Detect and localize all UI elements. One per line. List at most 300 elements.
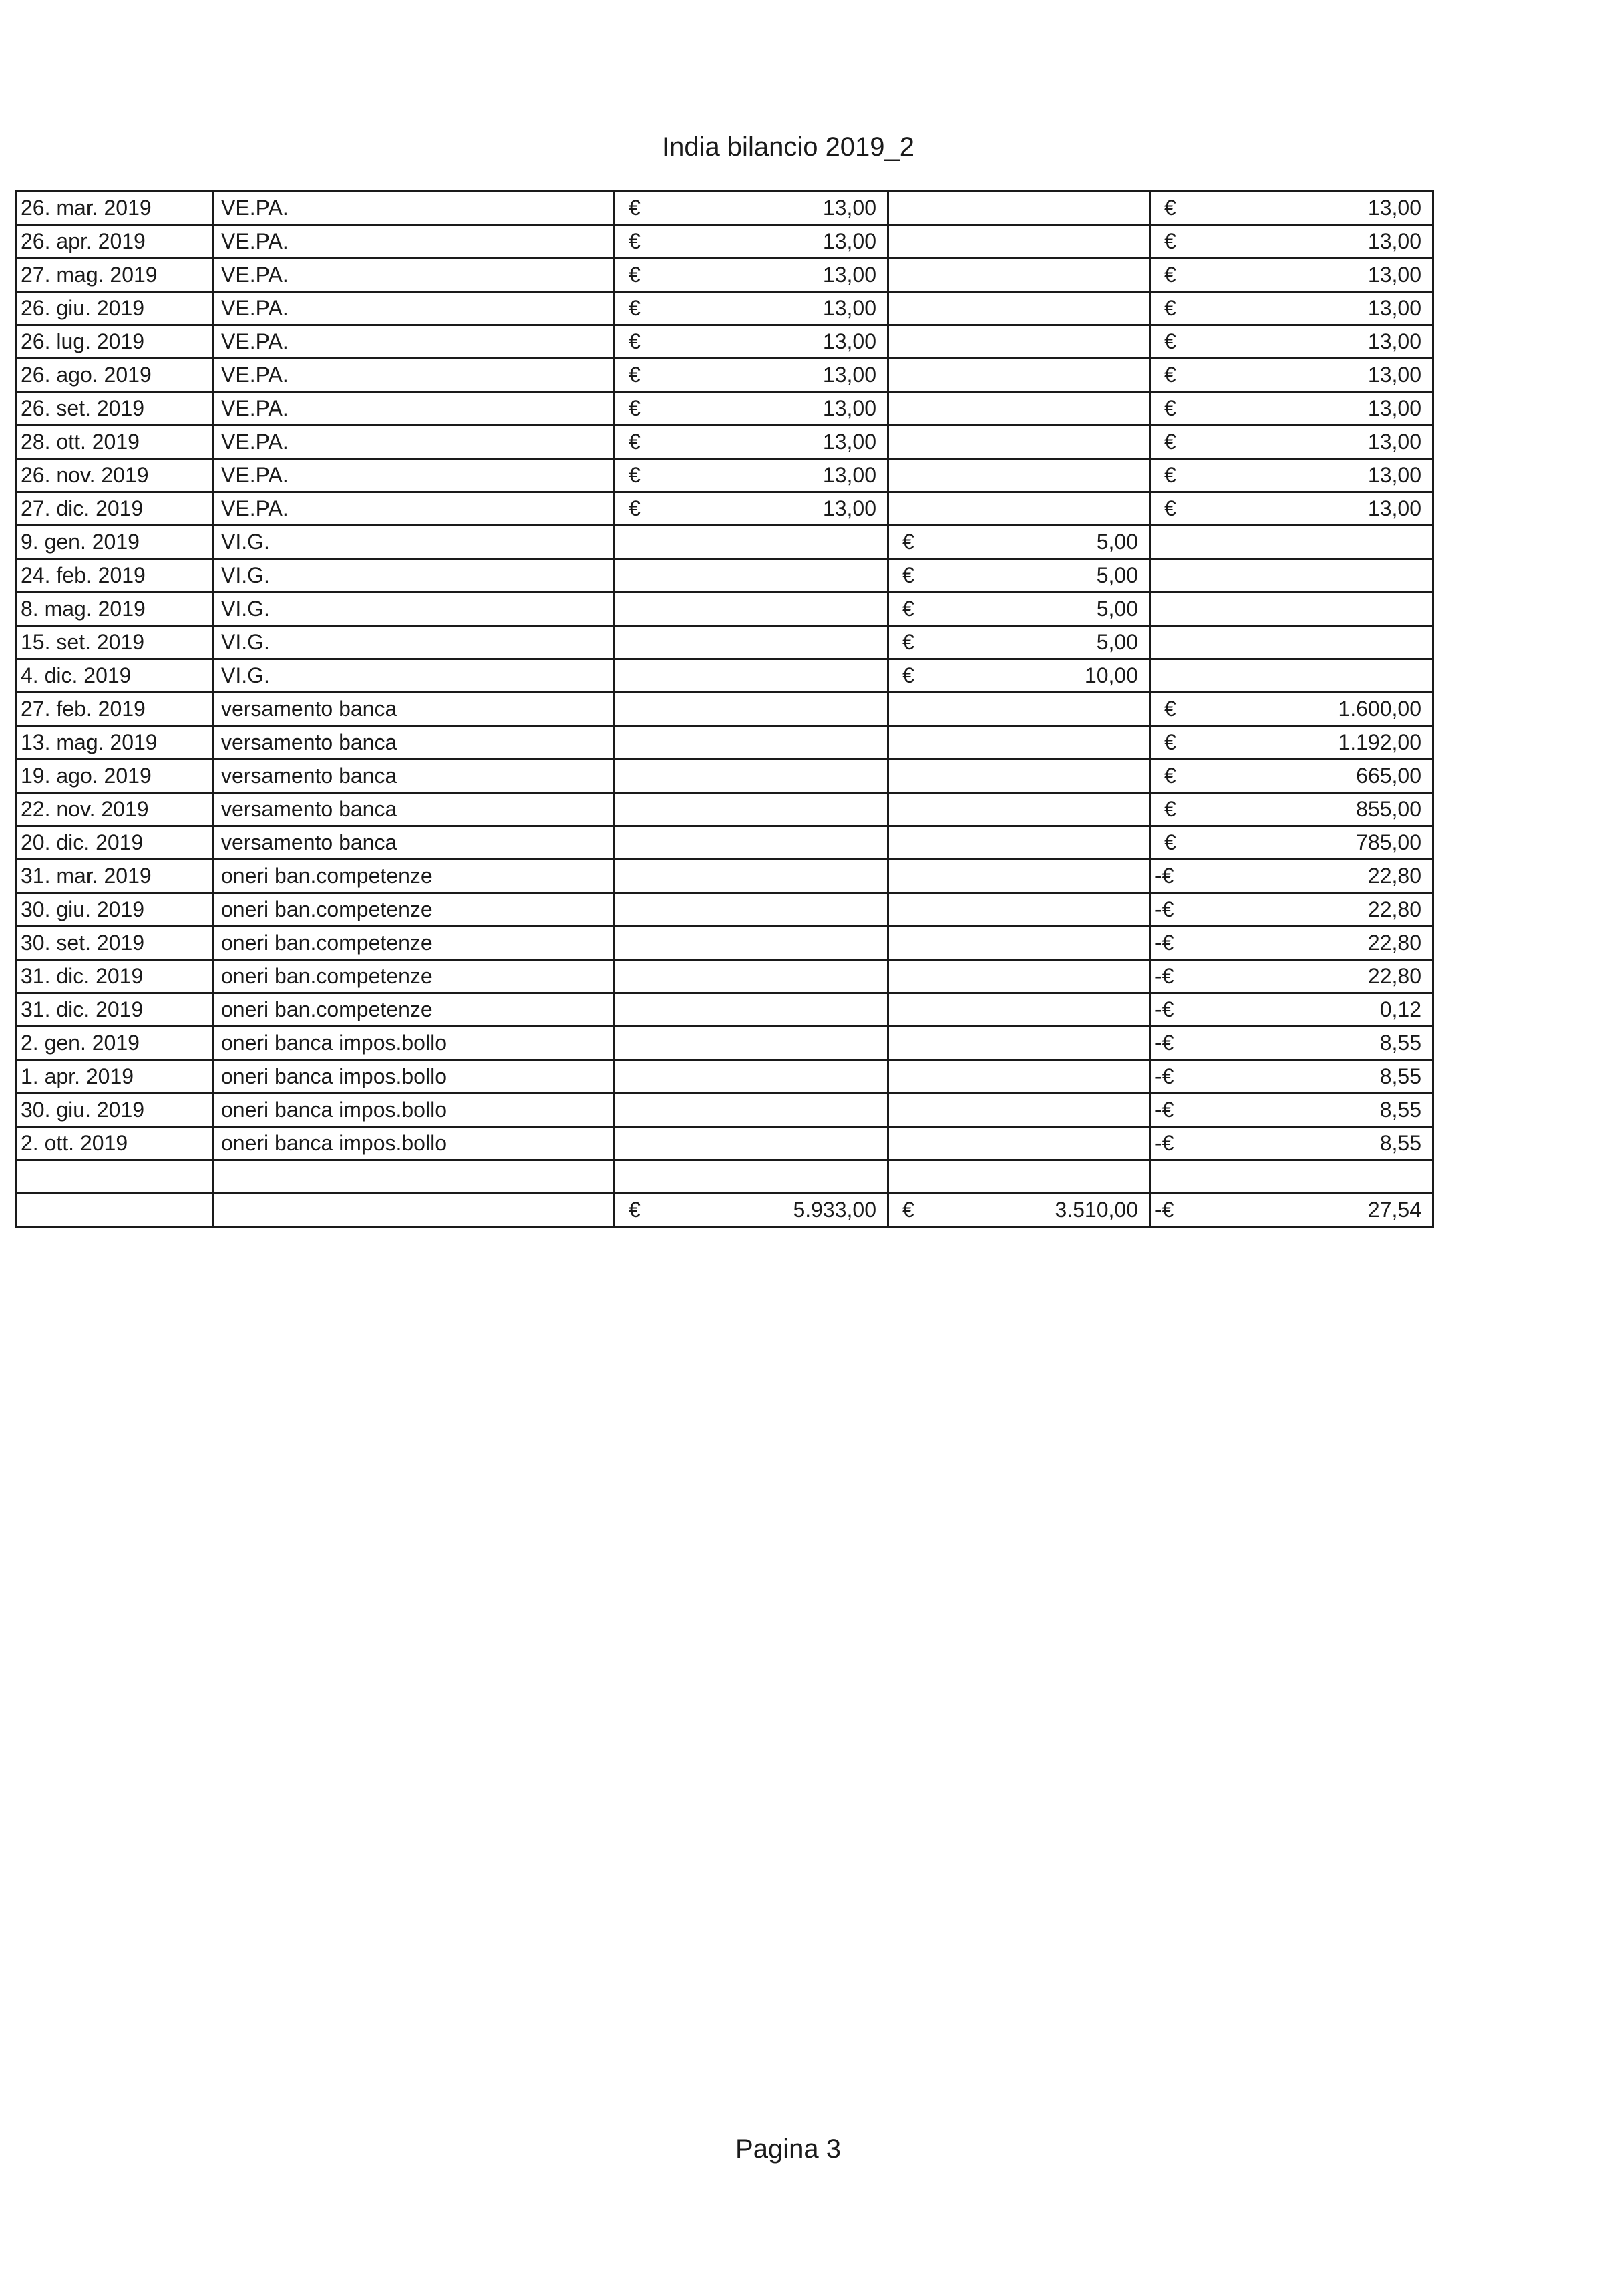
- amount-col3-cell: [1150, 225, 1433, 259]
- amount-col1-cell: [614, 1094, 888, 1127]
- description-cell: oneri ban.competenze: [214, 893, 614, 927]
- description-cell: VE.PA.: [214, 292, 614, 325]
- amount-col3-cell-value: [1151, 1131, 1432, 1156]
- amount: 13,00: [822, 463, 876, 487]
- euro-symbol: €: [902, 563, 914, 587]
- description-cell: versamento banca: [214, 693, 614, 726]
- amount-col2-cell: [888, 1160, 1150, 1194]
- euro-symbol: €: [629, 296, 641, 320]
- description-cell: versamento banca: [214, 726, 614, 760]
- amount-col3-cell-value: [1151, 997, 1432, 1022]
- table-row: [16, 659, 1433, 693]
- amount-col2-cell: [888, 392, 1150, 426]
- date-cell: 26. lug. 2019: [16, 325, 214, 359]
- date-cell: 26. apr. 2019: [16, 225, 214, 259]
- date-cell: 1. apr. 2019: [16, 1060, 214, 1094]
- date-cell: [16, 1160, 214, 1194]
- euro-symbol: €: [629, 229, 641, 253]
- amount: 13,00: [1367, 363, 1421, 387]
- amount-col2-cell: [888, 726, 1150, 760]
- date-cell: 26. mar. 2019: [16, 192, 214, 225]
- description-cell: VI.G.: [214, 659, 614, 693]
- amount-col3-cell: [1150, 1060, 1433, 1094]
- amount-col2-cell: [888, 192, 1150, 225]
- amount: 785,00: [1356, 830, 1421, 854]
- amount-col3-cell: [1150, 492, 1433, 526]
- amount-col3-cell-value: [1151, 496, 1432, 521]
- date-cell: 15. set. 2019: [16, 626, 214, 659]
- euro-symbol: €: [1164, 363, 1176, 387]
- amount: 13,00: [1367, 296, 1421, 320]
- amount-col3-cell-value: [1151, 931, 1432, 955]
- amount-col2-cell-value: [889, 1198, 1149, 1222]
- amount-col3-cell-value: [1151, 1031, 1432, 1055]
- amount-col3-cell-value: [1151, 1064, 1432, 1089]
- description-cell: [214, 1194, 614, 1227]
- amount-col3-cell: [1150, 1127, 1433, 1160]
- amount: 13,00: [822, 296, 876, 320]
- amount-col1-cell-value: [615, 329, 887, 354]
- description-cell: oneri banca impos.bollo: [214, 1027, 614, 1060]
- date-cell: 24. feb. 2019: [16, 559, 214, 593]
- amount-col3-cell: [1150, 1094, 1433, 1127]
- amount-col2-cell: [888, 259, 1150, 292]
- table-row: [16, 927, 1433, 960]
- amount-col3-cell-value: [1151, 797, 1432, 822]
- date-cell: 19. ago. 2019: [16, 760, 214, 793]
- date-cell: 13. mag. 2019: [16, 726, 214, 760]
- table-row: [16, 192, 1433, 225]
- amount-col3-cell-value: [1151, 363, 1432, 387]
- amount-col1-cell: [614, 826, 888, 860]
- amount-col2-cell-value: [889, 663, 1149, 688]
- amount-col1-cell: [614, 526, 888, 559]
- date-cell: [16, 1194, 214, 1227]
- amount-col3-cell: [1150, 259, 1433, 292]
- description-cell: VE.PA.: [214, 426, 614, 459]
- euro-symbol: -€: [1155, 1098, 1174, 1122]
- amount-col1-cell-value: [615, 196, 887, 220]
- euro-symbol: €: [1164, 296, 1176, 320]
- amount-col3-cell: [1150, 726, 1433, 760]
- amount-col3-cell-value: [1151, 1098, 1432, 1122]
- description-cell: VE.PA.: [214, 225, 614, 259]
- date-cell: 26. giu. 2019: [16, 292, 214, 325]
- amount-col3-cell: [1150, 659, 1433, 693]
- amount-col3-cell: [1150, 459, 1433, 492]
- amount: 13,00: [1367, 430, 1421, 454]
- date-cell: 8. mag. 2019: [16, 593, 214, 626]
- euro-symbol: -€: [1155, 964, 1174, 988]
- euro-symbol: €: [1164, 263, 1176, 287]
- amount-col3-cell-value: [1151, 329, 1432, 354]
- amount-col2-cell: [888, 359, 1150, 392]
- table-row: [16, 526, 1433, 559]
- amount: 13,00: [1367, 329, 1421, 353]
- amount: 13,00: [1367, 196, 1421, 220]
- amount-col2-cell-value: [889, 563, 1149, 588]
- euro-symbol: €: [629, 1198, 641, 1222]
- euro-symbol: €: [1164, 430, 1176, 454]
- amount-col3-cell: [1150, 192, 1433, 225]
- amount-col1-cell: [614, 726, 888, 760]
- amount: 13,00: [822, 229, 876, 253]
- page-title: India bilancio 2019_2: [661, 132, 915, 162]
- euro-symbol: -€: [1155, 931, 1174, 955]
- amount: 8,55: [1379, 1064, 1421, 1088]
- ledger-body: [16, 192, 1433, 1227]
- amount-col1-cell-value: [615, 363, 887, 387]
- amount-col1-cell: [614, 693, 888, 726]
- amount-col1-cell: [614, 359, 888, 392]
- amount-col3-cell: [1150, 960, 1433, 993]
- description-cell: VE.PA.: [214, 259, 614, 292]
- amount-col3-cell-value: [1151, 430, 1432, 454]
- table-row: [16, 893, 1433, 927]
- amount-col1-cell: [614, 927, 888, 960]
- amount-col2-cell: [888, 292, 1150, 325]
- amount-col1-cell: [614, 860, 888, 893]
- euro-symbol: €: [902, 663, 914, 687]
- amount-col1-cell-value: [615, 463, 887, 488]
- amount-col3-cell: [1150, 860, 1433, 893]
- euro-symbol: €: [1164, 764, 1176, 788]
- amount-col3-cell: [1150, 1194, 1433, 1227]
- amount: 13,00: [1367, 496, 1421, 520]
- description-cell: oneri banca impos.bollo: [214, 1060, 614, 1094]
- euro-symbol: -€: [1155, 1131, 1174, 1155]
- table-row: [16, 860, 1433, 893]
- amount-col3-cell: [1150, 559, 1433, 593]
- date-cell: 30. giu. 2019: [16, 893, 214, 927]
- euro-symbol: €: [1164, 830, 1176, 854]
- amount-col3-cell: [1150, 426, 1433, 459]
- amount-col1-cell: [614, 793, 888, 826]
- amount-col1-cell: [614, 1060, 888, 1094]
- amount-col1-cell: [614, 593, 888, 626]
- euro-symbol: €: [629, 396, 641, 420]
- amount-col3-cell-value: [1151, 1198, 1432, 1222]
- amount: 13,00: [822, 496, 876, 520]
- amount: 13,00: [822, 396, 876, 420]
- description-cell: oneri banca impos.bollo: [214, 1094, 614, 1127]
- table-row: [16, 492, 1433, 526]
- amount: 22,80: [1367, 897, 1421, 921]
- euro-symbol: €: [902, 530, 914, 554]
- amount-col3-cell-value: [1151, 463, 1432, 488]
- amount: 5,00: [1096, 530, 1138, 554]
- date-cell: 2. gen. 2019: [16, 1027, 214, 1060]
- amount-col2-cell: [888, 659, 1150, 693]
- amount: 22,80: [1367, 964, 1421, 988]
- amount: 8,55: [1379, 1031, 1421, 1055]
- amount-col3-cell: [1150, 359, 1433, 392]
- amount-col3-cell: [1150, 1027, 1433, 1060]
- amount: 13,00: [1367, 263, 1421, 287]
- table-row: [16, 426, 1433, 459]
- table-row: [16, 960, 1433, 993]
- amount: 5,00: [1096, 563, 1138, 587]
- date-cell: 20. dic. 2019: [16, 826, 214, 860]
- euro-symbol: €: [629, 496, 641, 520]
- amount-col3-cell-value: [1151, 830, 1432, 855]
- table-row: [16, 1027, 1433, 1060]
- description-cell: versamento banca: [214, 760, 614, 793]
- amount: 22,80: [1367, 931, 1421, 955]
- amount-col1-cell: [614, 392, 888, 426]
- amount-col2-cell: [888, 793, 1150, 826]
- description-cell: VE.PA.: [214, 459, 614, 492]
- amount-col3-cell: [1150, 1160, 1433, 1194]
- euro-symbol: €: [1164, 797, 1176, 821]
- amount: 8,55: [1379, 1131, 1421, 1155]
- amount-col2-cell: [888, 927, 1150, 960]
- ledger-table: [15, 190, 1434, 1228]
- amount-col3-cell: [1150, 626, 1433, 659]
- amount-col3-cell-value: [1151, 263, 1432, 287]
- description-cell: oneri ban.competenze: [214, 860, 614, 893]
- euro-symbol: €: [1164, 463, 1176, 487]
- amount-col3-cell: [1150, 325, 1433, 359]
- date-cell: 2. ott. 2019: [16, 1127, 214, 1160]
- amount-col3-cell-value: [1151, 730, 1432, 755]
- amount: 5,00: [1096, 630, 1138, 654]
- date-cell: 31. dic. 2019: [16, 960, 214, 993]
- euro-symbol: €: [629, 329, 641, 353]
- euro-symbol: €: [1164, 496, 1176, 520]
- amount-col3-cell: [1150, 760, 1433, 793]
- description-cell: versamento banca: [214, 793, 614, 826]
- amount-col1-cell: [614, 559, 888, 593]
- table-row: [16, 359, 1433, 392]
- table-row: [16, 1160, 1433, 1194]
- amount-col1-cell-value: [615, 430, 887, 454]
- date-cell: 27. mag. 2019: [16, 259, 214, 292]
- table-row: [16, 1060, 1433, 1094]
- table-row: [16, 1127, 1433, 1160]
- amount-col2-cell: [888, 526, 1150, 559]
- amount-col1-cell: [614, 993, 888, 1027]
- euro-symbol: -€: [1155, 1198, 1174, 1222]
- amount-col1-cell-value: [615, 263, 887, 287]
- description-cell: [214, 1160, 614, 1194]
- amount: 27,54: [1367, 1198, 1421, 1222]
- page-number: Pagina 3: [735, 2134, 841, 2164]
- amount-col3-cell-value: [1151, 897, 1432, 922]
- euro-symbol: -€: [1155, 1031, 1174, 1055]
- amount: 13,00: [822, 263, 876, 287]
- amount-col3-cell-value: [1151, 964, 1432, 989]
- amount-col2-cell: [888, 693, 1150, 726]
- description-cell: VI.G.: [214, 626, 614, 659]
- amount-col1-cell: [614, 1194, 888, 1227]
- table-row: [16, 593, 1433, 626]
- amount-col1-cell: [614, 292, 888, 325]
- table-row: [16, 459, 1433, 492]
- amount: 855,00: [1356, 797, 1421, 821]
- description-cell: VE.PA.: [214, 325, 614, 359]
- table-row: [16, 559, 1433, 593]
- table-row: [16, 826, 1433, 860]
- euro-symbol: €: [629, 196, 641, 220]
- euro-symbol: €: [1164, 730, 1176, 754]
- amount-col2-cell: [888, 426, 1150, 459]
- amount-col3-cell-value: [1151, 296, 1432, 321]
- amount: 1.192,00: [1338, 730, 1421, 754]
- amount-col2-cell: [888, 593, 1150, 626]
- amount-col3-cell: [1150, 826, 1433, 860]
- table-row: [16, 1194, 1433, 1227]
- description-cell: VE.PA.: [214, 359, 614, 392]
- date-cell: 4. dic. 2019: [16, 659, 214, 693]
- amount-col2-cell: [888, 1027, 1150, 1060]
- description-cell: VE.PA.: [214, 392, 614, 426]
- amount: 22,80: [1367, 864, 1421, 888]
- table-row: [16, 993, 1433, 1027]
- amount-col1-cell: [614, 960, 888, 993]
- table-row: [16, 392, 1433, 426]
- date-cell: 26. ago. 2019: [16, 359, 214, 392]
- date-cell: 26. set. 2019: [16, 392, 214, 426]
- amount: 665,00: [1356, 764, 1421, 788]
- table-row: [16, 292, 1433, 325]
- description-cell: VI.G.: [214, 593, 614, 626]
- amount-col1-cell: [614, 426, 888, 459]
- amount-col1-cell: [614, 626, 888, 659]
- table-row: [16, 793, 1433, 826]
- amount-col2-cell: [888, 960, 1150, 993]
- amount-col3-cell: [1150, 593, 1433, 626]
- amount-col1-cell-value: [615, 296, 887, 321]
- date-cell: 22. nov. 2019: [16, 793, 214, 826]
- amount-col3-cell: [1150, 392, 1433, 426]
- amount: 8,55: [1379, 1098, 1421, 1122]
- amount-col2-cell: [888, 1060, 1150, 1094]
- table-row: [16, 1094, 1433, 1127]
- amount: 13,00: [822, 430, 876, 454]
- date-cell: 31. dic. 2019: [16, 993, 214, 1027]
- amount-col2-cell: [888, 559, 1150, 593]
- date-cell: 30. giu. 2019: [16, 1094, 214, 1127]
- description-cell: versamento banca: [214, 826, 614, 860]
- amount-col1-cell-value: [615, 229, 887, 254]
- amount-col2-cell: [888, 1194, 1150, 1227]
- amount-col1-cell-value: [615, 396, 887, 421]
- amount-col2-cell: [888, 626, 1150, 659]
- amount-col3-cell: [1150, 993, 1433, 1027]
- amount-col1-cell: [614, 259, 888, 292]
- table-row: [16, 225, 1433, 259]
- amount: 5.933,00: [793, 1198, 876, 1222]
- amount: 10,00: [1084, 663, 1138, 687]
- table-row: [16, 626, 1433, 659]
- amount-col1-cell: [614, 1160, 888, 1194]
- euro-symbol: €: [1164, 697, 1176, 721]
- description-cell: oneri ban.competenze: [214, 993, 614, 1027]
- amount-col2-cell: [888, 225, 1150, 259]
- amount-col3-cell-value: [1151, 764, 1432, 788]
- date-cell: 30. set. 2019: [16, 927, 214, 960]
- amount: 3.510,00: [1055, 1198, 1138, 1222]
- euro-symbol: -€: [1155, 864, 1174, 888]
- amount-col2-cell: [888, 325, 1150, 359]
- euro-symbol: €: [1164, 196, 1176, 220]
- amount-col1-cell: [614, 760, 888, 793]
- amount-col3-cell-value: [1151, 697, 1432, 721]
- amount-col3-cell: [1150, 292, 1433, 325]
- date-cell: 27. feb. 2019: [16, 693, 214, 726]
- amount-col3-cell: [1150, 793, 1433, 826]
- euro-symbol: -€: [1155, 897, 1174, 921]
- amount-col1-cell: [614, 192, 888, 225]
- amount-col2-cell: [888, 1127, 1150, 1160]
- date-cell: 27. dic. 2019: [16, 492, 214, 526]
- table-row: [16, 325, 1433, 359]
- table-row: [16, 760, 1433, 793]
- amount-col2-cell: [888, 492, 1150, 526]
- amount: 13,00: [822, 363, 876, 387]
- amount-col1-cell: [614, 893, 888, 927]
- date-cell: 26. nov. 2019: [16, 459, 214, 492]
- amount: 13,00: [822, 196, 876, 220]
- description-cell: VE.PA.: [214, 492, 614, 526]
- amount-col2-cell: [888, 826, 1150, 860]
- euro-symbol: €: [902, 597, 914, 621]
- table-row: [16, 259, 1433, 292]
- amount: 13,00: [1367, 463, 1421, 487]
- amount-col1-cell: [614, 225, 888, 259]
- amount-col2-cell: [888, 993, 1150, 1027]
- amount-col1-cell: [614, 492, 888, 526]
- amount-col3-cell: [1150, 893, 1433, 927]
- euro-symbol: €: [1164, 329, 1176, 353]
- amount-col2-cell-value: [889, 530, 1149, 554]
- euro-symbol: €: [629, 430, 641, 454]
- amount-col3-cell: [1150, 927, 1433, 960]
- amount-col2-cell: [888, 893, 1150, 927]
- amount-col3-cell: [1150, 693, 1433, 726]
- euro-symbol: €: [902, 630, 914, 654]
- date-cell: 28. ott. 2019: [16, 426, 214, 459]
- amount-col3-cell-value: [1151, 396, 1432, 421]
- description-cell: oneri ban.competenze: [214, 960, 614, 993]
- amount: 13,00: [1367, 229, 1421, 253]
- amount: 5,00: [1096, 597, 1138, 621]
- euro-symbol: -€: [1155, 1064, 1174, 1088]
- amount-col2-cell: [888, 860, 1150, 893]
- amount-col2-cell: [888, 459, 1150, 492]
- description-cell: oneri banca impos.bollo: [214, 1127, 614, 1160]
- amount-col1-cell: [614, 659, 888, 693]
- description-cell: oneri ban.competenze: [214, 927, 614, 960]
- amount-col1-cell-value: [615, 1198, 887, 1222]
- euro-symbol: -€: [1155, 997, 1174, 1021]
- description-cell: VE.PA.: [214, 192, 614, 225]
- amount-col1-cell: [614, 459, 888, 492]
- amount-col1-cell: [614, 325, 888, 359]
- amount: 13,00: [822, 329, 876, 353]
- amount-col2-cell: [888, 1094, 1150, 1127]
- amount-col3-cell-value: [1151, 229, 1432, 254]
- description-cell: VI.G.: [214, 559, 614, 593]
- amount-col3-cell-value: [1151, 196, 1432, 220]
- euro-symbol: €: [902, 1198, 914, 1222]
- date-cell: 9. gen. 2019: [16, 526, 214, 559]
- amount-col3-cell-value: [1151, 864, 1432, 888]
- euro-symbol: €: [629, 463, 641, 487]
- amount-col2-cell-value: [889, 630, 1149, 655]
- amount: 0,12: [1379, 997, 1421, 1021]
